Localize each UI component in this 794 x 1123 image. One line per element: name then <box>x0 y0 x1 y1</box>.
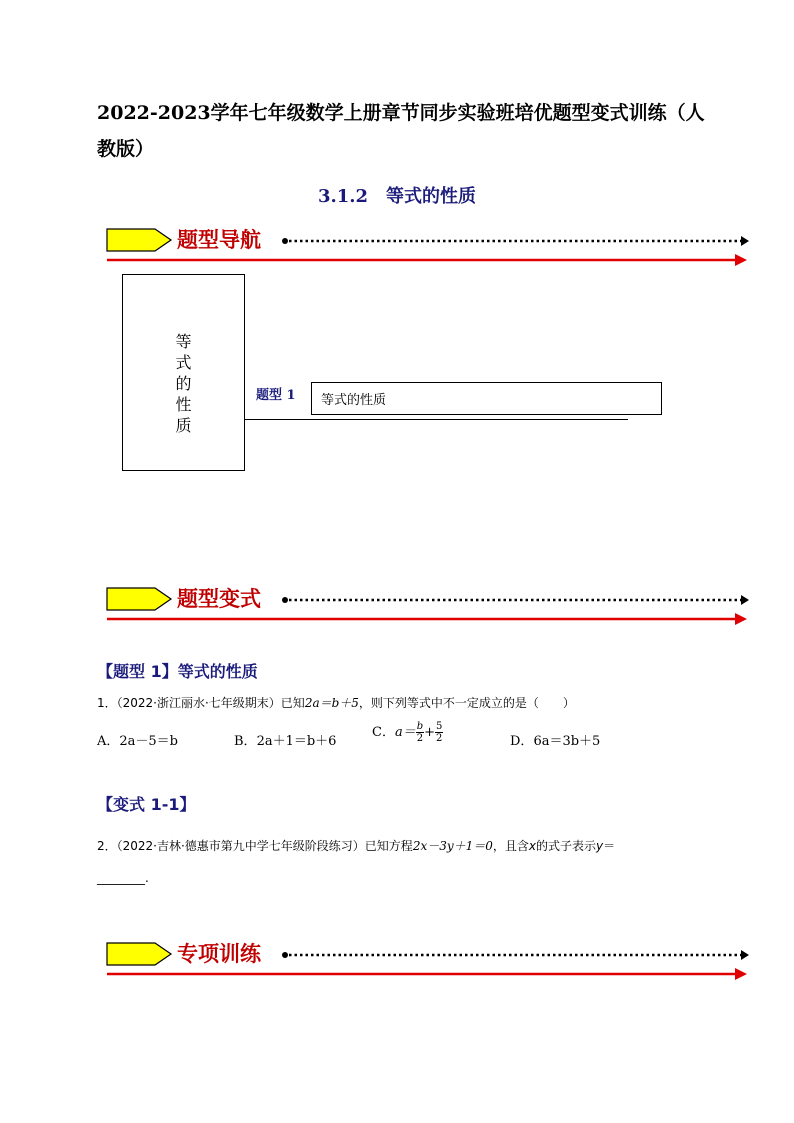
variant-heading: 【变式 1-1】 <box>97 795 196 814</box>
option-letter: A． <box>97 734 120 749</box>
fraction <box>416 721 424 744</box>
nav-char: 的 <box>175 374 192 393</box>
question-condition: 2a＝b＋5 <box>304 696 359 710</box>
topic-tag: 题型 1 <box>256 388 296 403</box>
fraction <box>435 721 443 744</box>
section-heading: 【题型 1】等式的性质 <box>97 662 258 681</box>
fraction-numerator: b <box>416 721 424 732</box>
fraction-denominator: 2 <box>436 733 443 744</box>
nav-char: 等 <box>175 332 192 351</box>
option-d <box>510 730 600 749</box>
fraction-numerator: 5 <box>436 721 443 732</box>
question-2 <box>97 830 717 894</box>
topic-nav-text <box>123 331 244 436</box>
question-var: x <box>528 839 537 853</box>
option-b <box>234 730 336 749</box>
answer-blank: ________ <box>97 871 145 885</box>
option-expr: 2a＋1＝b＋6 <box>256 734 337 749</box>
option-c <box>372 721 443 744</box>
question-text: 的式子表示 <box>536 839 597 853</box>
question-end: . <box>145 871 149 885</box>
option-letter: C． <box>372 725 395 740</box>
option-expr: a＝ <box>394 725 416 740</box>
banner-nav <box>105 227 750 267</box>
question-source: （2022·浙江丽水·七年级期末）已知 <box>116 696 305 710</box>
banner-nav-label: 题型导航 <box>177 228 261 252</box>
option-expr: 2a－5＝b <box>119 734 179 749</box>
nav-char: 质 <box>175 416 192 435</box>
fraction-denominator: 2 <box>416 733 424 744</box>
banner-variants-label: 题型变式 <box>177 587 261 611</box>
question-1 <box>97 694 575 711</box>
question-var: y <box>596 839 604 853</box>
banner-training-label: 专项训练 <box>177 942 261 966</box>
option-a <box>97 730 178 749</box>
nav-char: 性 <box>175 395 192 414</box>
topic-connector-line <box>245 419 628 420</box>
option-letter: B． <box>234 734 257 749</box>
section-subtitle: 3.1.2 等式的性质 <box>317 186 477 207</box>
option-letter: D． <box>510 734 534 749</box>
question-equation: 2x－3y＋1＝0 <box>412 839 493 853</box>
topic-nav-box <box>122 274 245 471</box>
option-expr: 6a＝3b＋5 <box>533 734 601 749</box>
question-number: 1． <box>97 696 117 710</box>
equals-sign: ＝ <box>603 839 616 853</box>
topic-box: 等式的性质 <box>311 382 662 415</box>
question-number: 2． <box>97 839 117 853</box>
question-tail: ，则下列等式中不一定成立的是（ ） <box>358 696 575 710</box>
question-source: （2022·吉林·德惠市第九中学七年级阶段练习）已知方程 <box>116 839 413 853</box>
nav-char: 式 <box>175 353 192 372</box>
banner-training <box>105 941 750 981</box>
plus-sign: + <box>424 725 436 740</box>
banner-variants <box>105 586 750 626</box>
document-title: 2022-2023学年七年级数学上册章节同步实验班培优题型变式训练（人教版） <box>97 102 705 160</box>
question-text: ，且含 <box>492 839 529 853</box>
